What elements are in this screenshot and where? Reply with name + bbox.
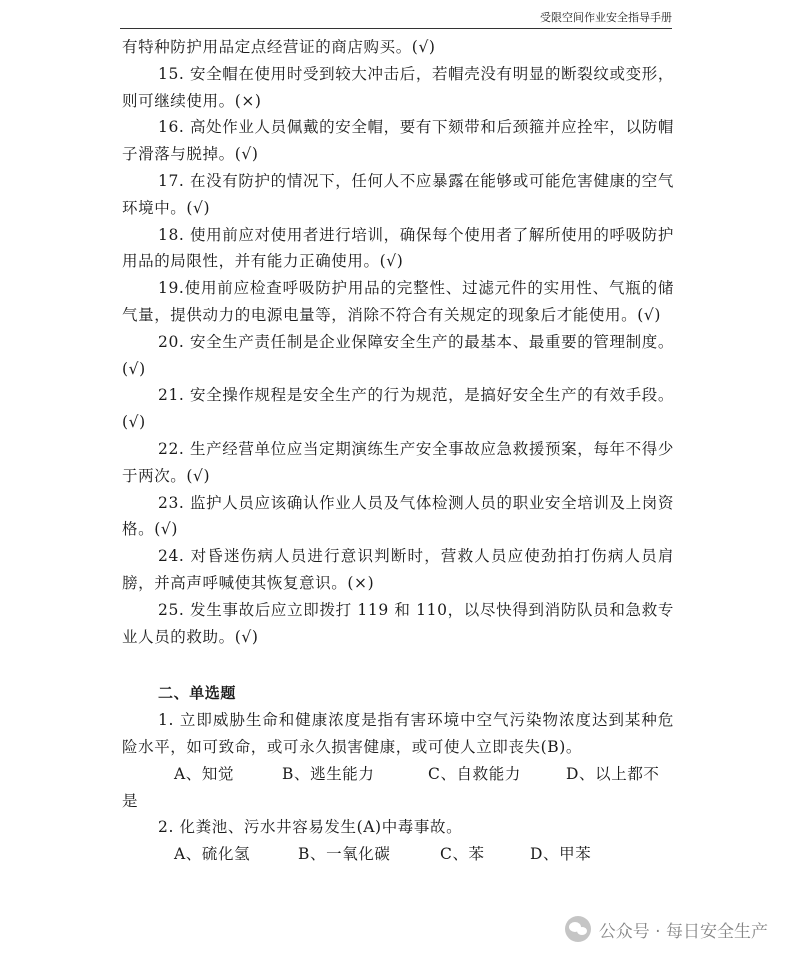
watermark bbox=[565, 916, 768, 942]
q1-option-b: B、逃生能力 bbox=[282, 764, 375, 783]
q1-option-d-wrap: 是 bbox=[122, 791, 139, 810]
paragraph-21: 21. 安全操作规程是安全生产的行为规范，是搞好安全生产的有效手段。(√) bbox=[122, 386, 674, 432]
q2-option-d: D、甲苯 bbox=[530, 845, 592, 864]
q1-option-a: A、知觉 bbox=[174, 764, 235, 783]
watermark-text: 公众号 · 每日安全生产 bbox=[598, 921, 768, 942]
paragraph-20: 20. 安全生产责任制是企业保障安全生产的最基本、最重要的管理制度。(√) bbox=[122, 332, 674, 378]
paragraph-18: 18. 使用前应对使用者进行培训，确保每个使用者了解所使用的呼吸防护用品的局限性，并有能力正确使用。(√) bbox=[122, 225, 674, 271]
paragraph-23: 23. 监护人员应该确认作业人员及气体检测人员的职业安全培训及上岗资格。(√) bbox=[122, 493, 674, 539]
paragraph-22: 22. 生产经营单位应当定期演练生产安全事故应急救援预案，每年不得少于两次。(√) bbox=[122, 439, 674, 485]
paragraph-19: 19.使用前应检查呼吸防护用品的完整性、过滤元件的实用性、气瓶的储气量，提供动力的电源电量等，消除不符合有关规定的现象后才能使用。(√) bbox=[122, 279, 674, 324]
wechat-icon bbox=[565, 916, 591, 942]
question-1-stem: 1. 立即威胁生命和健康浓度是指有害环境中空气污染物浓度达到某种危险水平，如可致命，或可永久损害健康，或可使人立即丧失(B)。 bbox=[122, 711, 674, 756]
q2-option-b: B、一氧化碳 bbox=[298, 845, 391, 864]
paragraph-15: 15. 安全帽在使用时受到较大冲击后，若帽壳没有明显的断裂纹或变形，则可继续使用。(×) bbox=[122, 64, 674, 110]
q2-option-a: A、硫化氢 bbox=[174, 845, 251, 864]
q1-option-c: C、自救能力 bbox=[428, 764, 521, 783]
question-1-options bbox=[122, 761, 674, 788]
paragraph-24: 24. 对昏迷伤病人员进行意识判断时，营救人员应使劲拍打伤病人员肩膀，并高声呼喊使其恢复意识。(×) bbox=[122, 547, 674, 592]
header-title: 受限空间作业安全指导手册 bbox=[540, 11, 672, 24]
question-2-stem: 2. 化粪池、污水井容易发生(A)中毒事故。 bbox=[158, 818, 463, 837]
question-2-options bbox=[122, 841, 674, 868]
q2-option-c: C、苯 bbox=[440, 845, 485, 864]
paragraph-14-continued: 有特种防护用品定点经营证的商店购买。(√) bbox=[122, 38, 436, 56]
document-body bbox=[122, 34, 674, 868]
paragraph-25: 25. 发生事故后应立即拨打 119 和 110，以尽快得到消防队员和急救专业人员的救助。(√) bbox=[122, 600, 674, 646]
page-header bbox=[120, 8, 672, 29]
paragraph-17: 17. 在没有防护的情况下，任何人不应暴露在能够或可能危害健康的空气环境中。(√) bbox=[122, 171, 674, 217]
section-title: 二、单选题 bbox=[158, 684, 237, 703]
paragraph-16: 16. 高处作业人员佩戴的安全帽，要有下颏带和后颈箍并应拴牢，以防帽子滑落与脱掉。(√) bbox=[122, 118, 674, 164]
q1-option-d: D、以上都不 bbox=[566, 764, 660, 783]
